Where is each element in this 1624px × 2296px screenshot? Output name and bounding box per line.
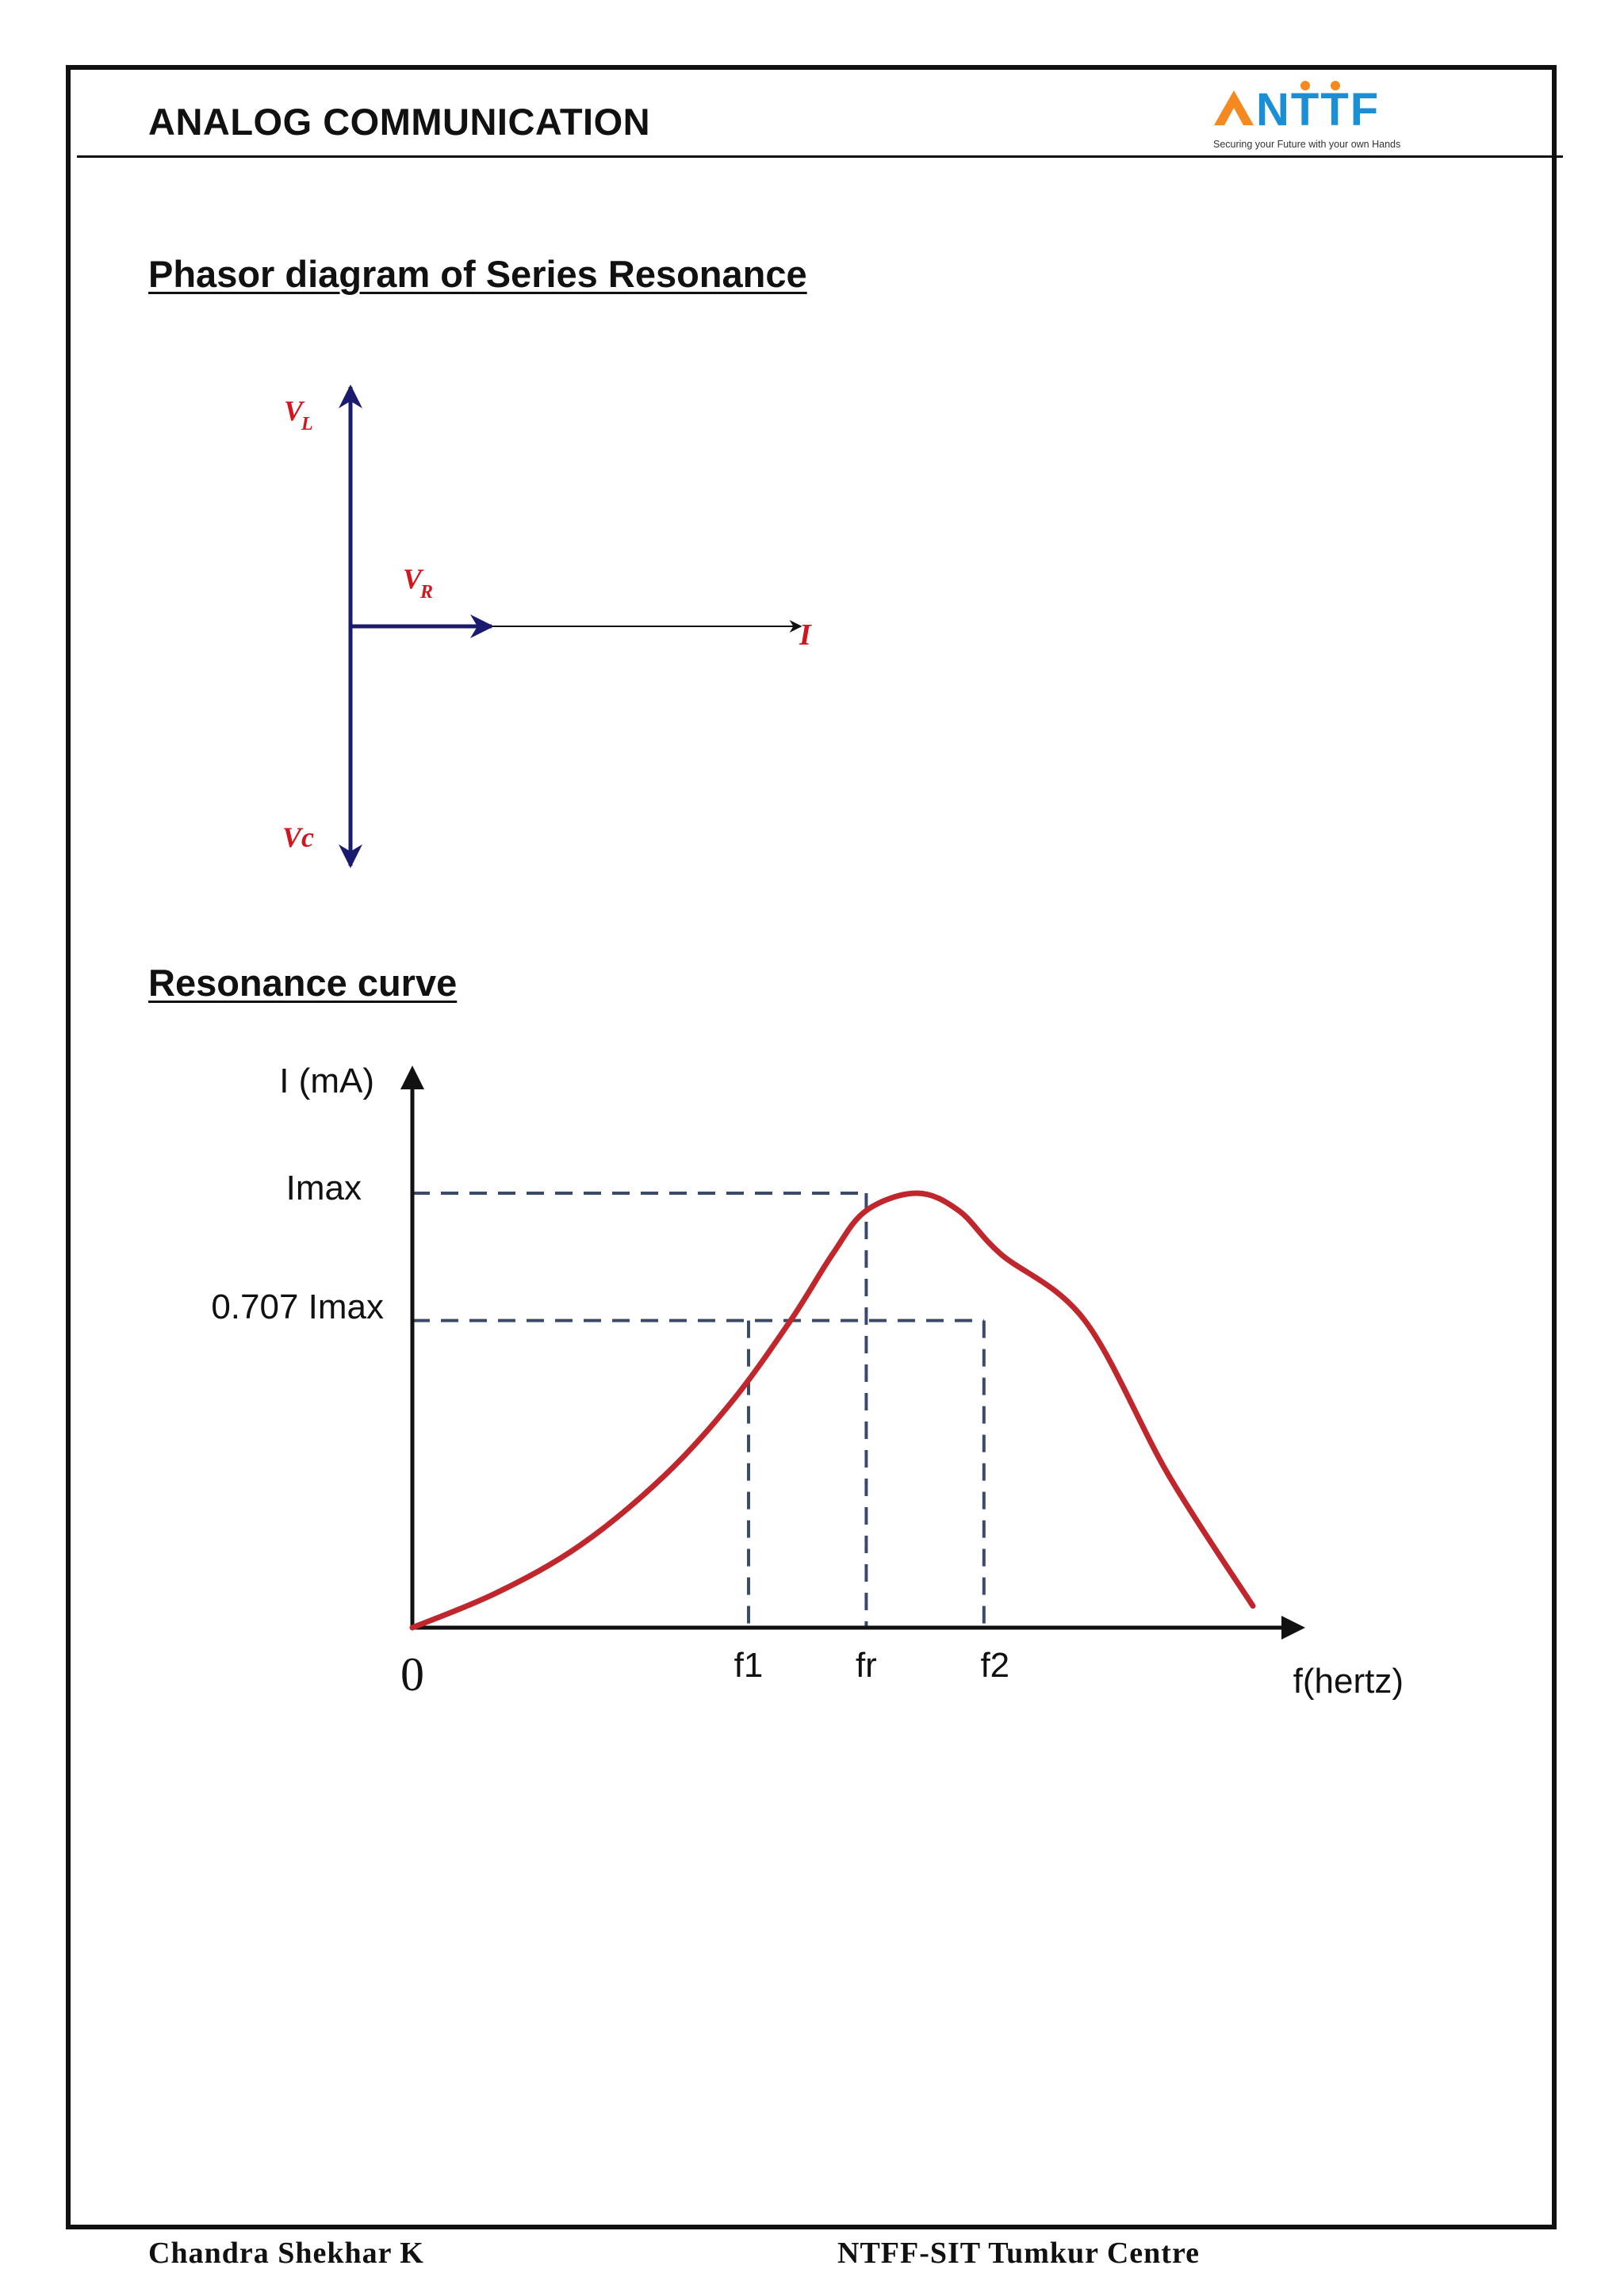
y-tick-0707-imax: 0.707 Imax [211,1288,384,1326]
phasor-section-title: Phasor diagram of Series Resonance [148,253,807,295]
label-vr: VR [403,563,434,603]
y-tick-imax: Imax [285,1169,362,1207]
label-i: I [799,618,811,652]
page-header-title: ANALOG COMMUNICATION [148,101,651,143]
footer-author: Chandra Shekhar K [148,2237,424,2270]
phasor-diagram [262,373,864,880]
x-tick-f1: f1 [733,1646,764,1685]
logo-tagline: Securing your Future with your own Hands [1213,139,1401,150]
y-axis-label: I (mA) [279,1062,374,1100]
label-vl: VL [284,395,313,434]
logo-wordmark: NTTF [1256,84,1381,136]
header-divider [77,155,1563,158]
x-tick-fr: fr [855,1646,877,1685]
nttf-logo [1210,75,1424,162]
x-axis-origin: 0 [400,1648,424,1701]
resonance-curve-chart [167,1047,1435,1728]
curve-section-title: Resonance curve [148,962,458,1004]
x-tick-f2: f2 [980,1646,1010,1685]
resonance-curve-line [412,1193,1253,1628]
x-axis-label: f(hertz) [1293,1662,1404,1701]
footer-centre: NTFF-SIT Tumkur Centre [837,2237,1200,2270]
label-vc: Vc [282,821,314,853]
